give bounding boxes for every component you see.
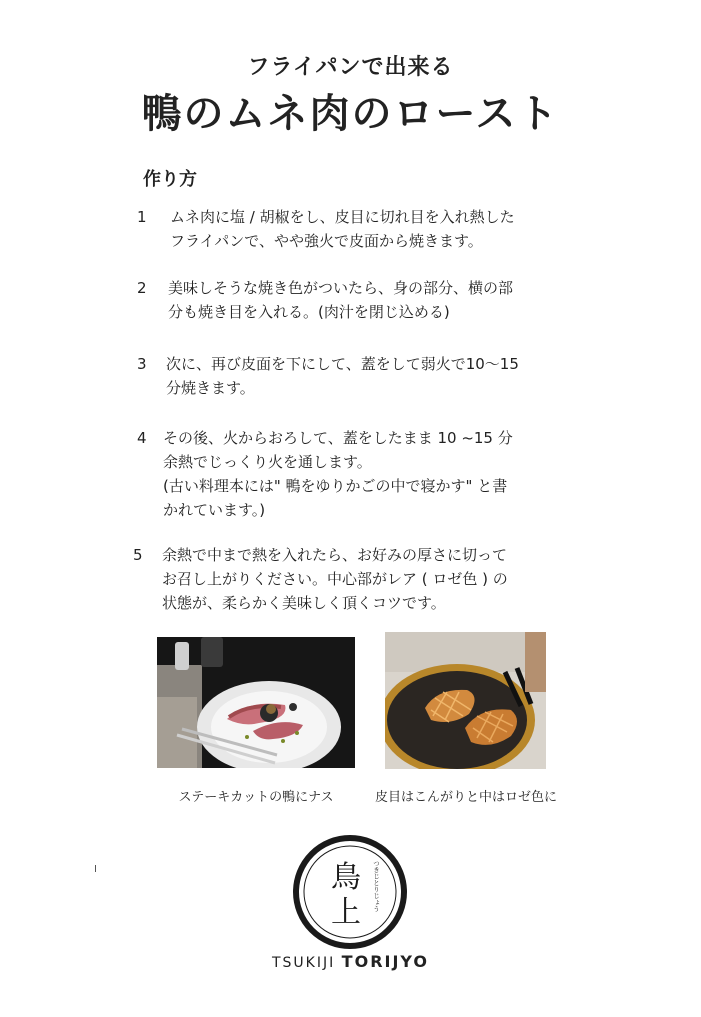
step-number: 5	[133, 546, 143, 564]
step-1	[137, 205, 577, 255]
logo-vertical-text: つきじとりじょう	[372, 860, 380, 912]
photo-caption: ステーキカットの鴨にナス	[178, 790, 334, 805]
step-number: 4	[137, 429, 147, 447]
step-text: 美味しそうな焼き色がついたら、身の部分、横の部 分も焼き目を入れる。(肉汁を閉じ込める)	[168, 279, 514, 321]
logo-kanji-2: 上	[331, 895, 361, 930]
brand-name	[0, 952, 701, 971]
step-5	[133, 543, 573, 618]
step-3	[137, 352, 577, 402]
step-number: 3	[137, 355, 147, 373]
brand-left: TSUKIJI	[271, 955, 336, 971]
step-number: 1	[137, 208, 147, 226]
step-number: 2	[137, 279, 147, 297]
brand-right: TORIJYO	[341, 952, 430, 971]
duck-pan-photo	[385, 632, 546, 769]
margin-mark	[95, 865, 96, 872]
torijyo-logo	[290, 832, 410, 952]
step-text: その後、火からおろして、蓋をしたまま 10 ~15 分 余熱でじっくり火を通します。 (古い料理本には" 鴨をゆりかごの中で寝かす" と書 かれています。)	[163, 429, 513, 519]
duck-plate-photo	[157, 637, 355, 768]
photo-caption: 皮目はこんがりと中はロゼ色に	[374, 790, 557, 805]
page-title: 鴨のムネ肉のロースト	[141, 91, 560, 137]
logo-kanji-1: 鳥	[331, 860, 361, 895]
step-text: 次に、再び皮面を下にして、蓋をして弱火で10～15 分焼きます。	[166, 355, 519, 397]
section-heading: 作り方	[143, 169, 197, 190]
subtitle: フライパンで出来る	[247, 55, 454, 80]
step-text: ムネ肉に塩 / 胡椒をし、皮目に切れ目を入れ熱した フライパンで、やや強火で皮面から焼きます。	[170, 208, 515, 250]
step-2	[137, 276, 577, 326]
step-text: 余熱で中まで熱を入れたら、お好みの厚さに切って お召し上がりください。中心部がレア ( ロゼ色 ) の 状態が、柔らかく美味しく頂くコツです。	[162, 546, 508, 612]
step-4	[137, 426, 577, 526]
